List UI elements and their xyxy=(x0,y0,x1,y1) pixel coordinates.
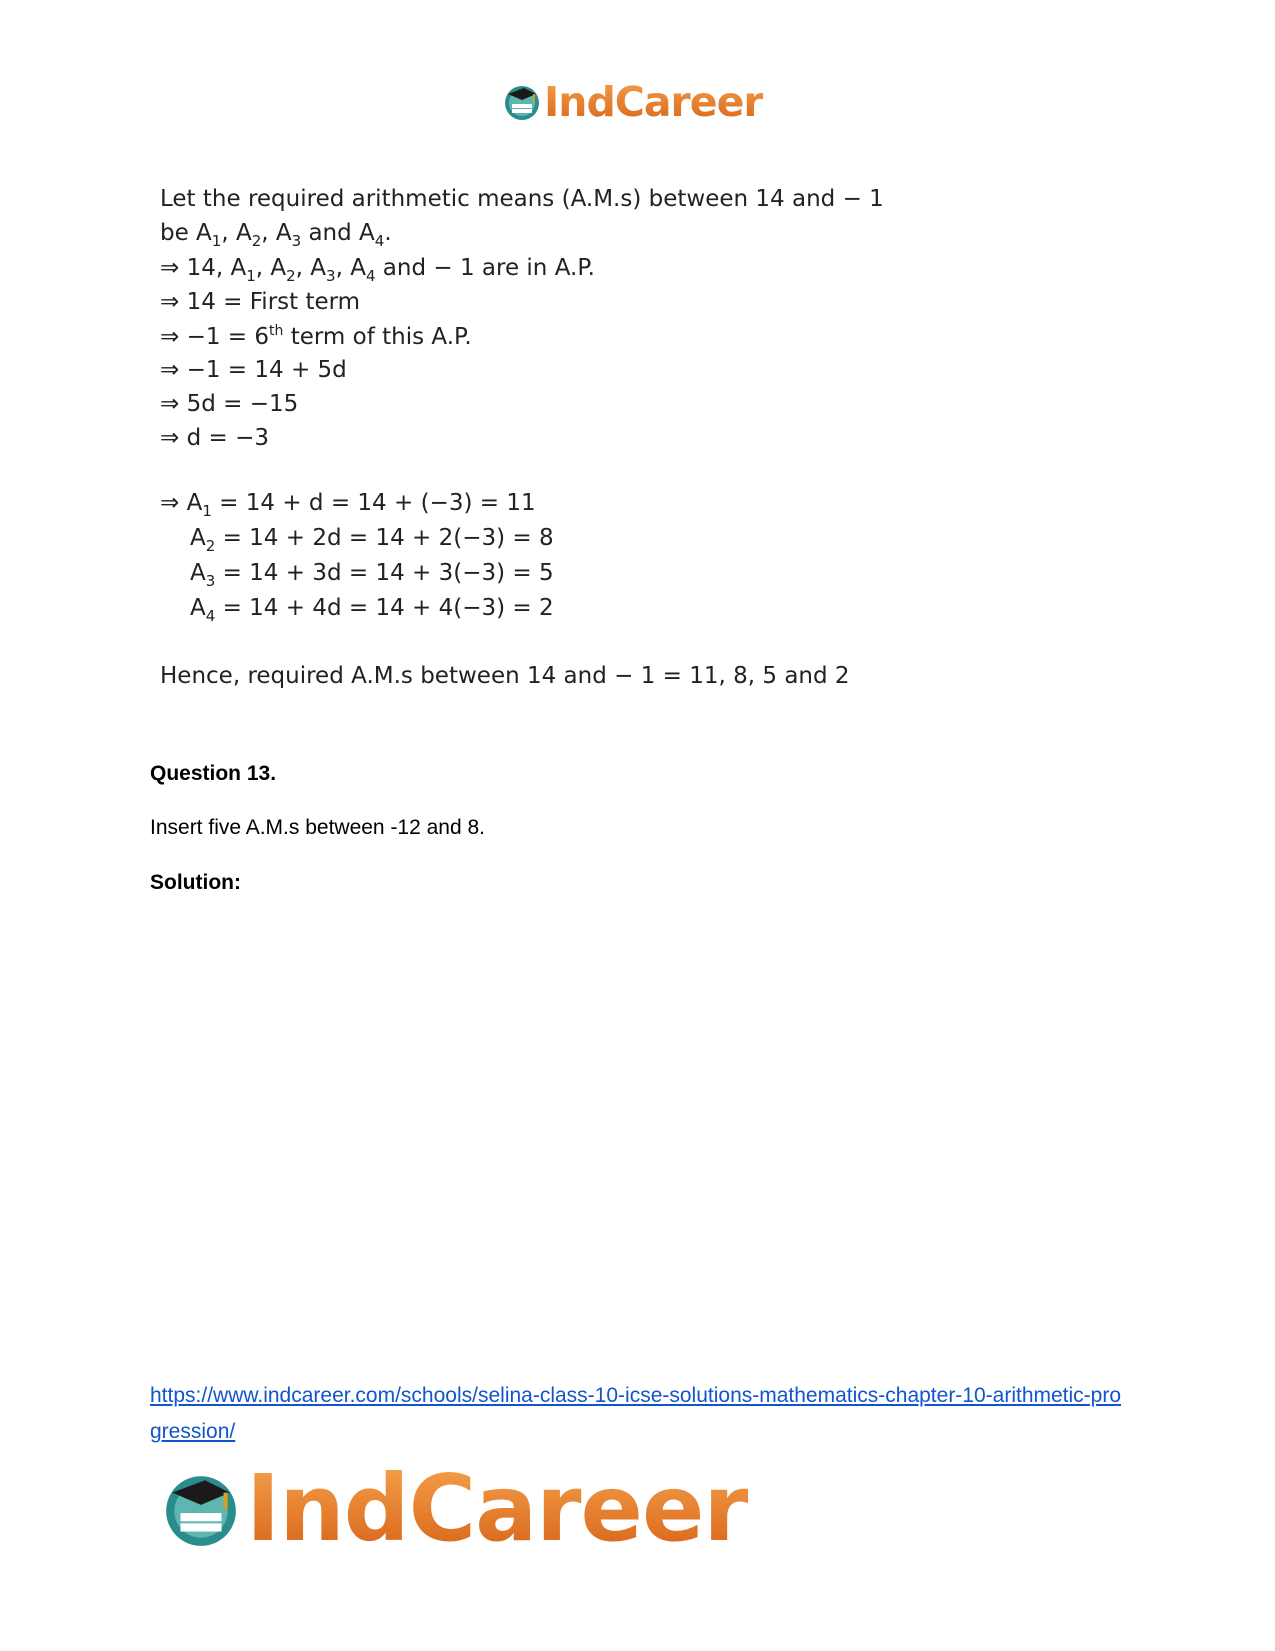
math-line: $A_2 = 14 + 2d = 14 + 2(-3) = 8$ xyxy=(190,525,554,555)
graduation-cap-icon xyxy=(502,82,542,122)
math-line: be $A_1$, $A_2$, $A_3$ and $A_4$. xyxy=(160,220,392,250)
indcareer-logo-footer xyxy=(160,1455,748,1562)
math-line: Hence, required A.M.s between 14 and − 1 = 11, 8, 5 and 2 xyxy=(160,663,850,689)
math-line: ⇒ 14, $A_1$, $A_2$, $A_3$, $A_4$ and − 1 are in A.P. xyxy=(160,255,595,285)
math-line: ⇒ 14 = First term xyxy=(160,289,361,315)
math-line: ⇒ −1 = 14 + 5d xyxy=(160,357,347,383)
math-line: ⇒ 5d = −15 xyxy=(160,391,299,417)
math-line: Let the required arithmetic means (A.M.s) between 14 and − 1 xyxy=(160,186,884,212)
math-line: $A_3 = 14 + 3d = 14 + 3(-3) = 5$ xyxy=(190,560,554,590)
math-line: ⇒ $A_1 = 14 + d = 14 + (-3) = 11$ xyxy=(160,490,536,520)
graduation-cap-icon xyxy=(160,1468,242,1550)
math-line: ⇒ −1 = 6th term of this A.P. xyxy=(160,323,472,350)
question-heading: Question 13. xyxy=(150,762,277,785)
logo-wordmark: IndCareer xyxy=(246,1455,748,1562)
logo-wordmark: IndCareer xyxy=(544,78,763,126)
source-link[interactable]: https://www.indcareer.com/schools/selina-class-10-icse-solutions-mathematics-chapter-10-arithmetic-progression/ xyxy=(150,1384,1122,1443)
math-line: ⇒ d = −3 xyxy=(160,425,269,451)
math-line: $A_4 = 14 + 4d = 14 + 4(-3) = 2$ xyxy=(190,595,554,625)
solution-label: Solution: xyxy=(150,871,241,894)
question-text: Insert five A.M.s between -12 and 8. xyxy=(150,816,486,839)
indcareer-logo-header xyxy=(502,78,763,126)
